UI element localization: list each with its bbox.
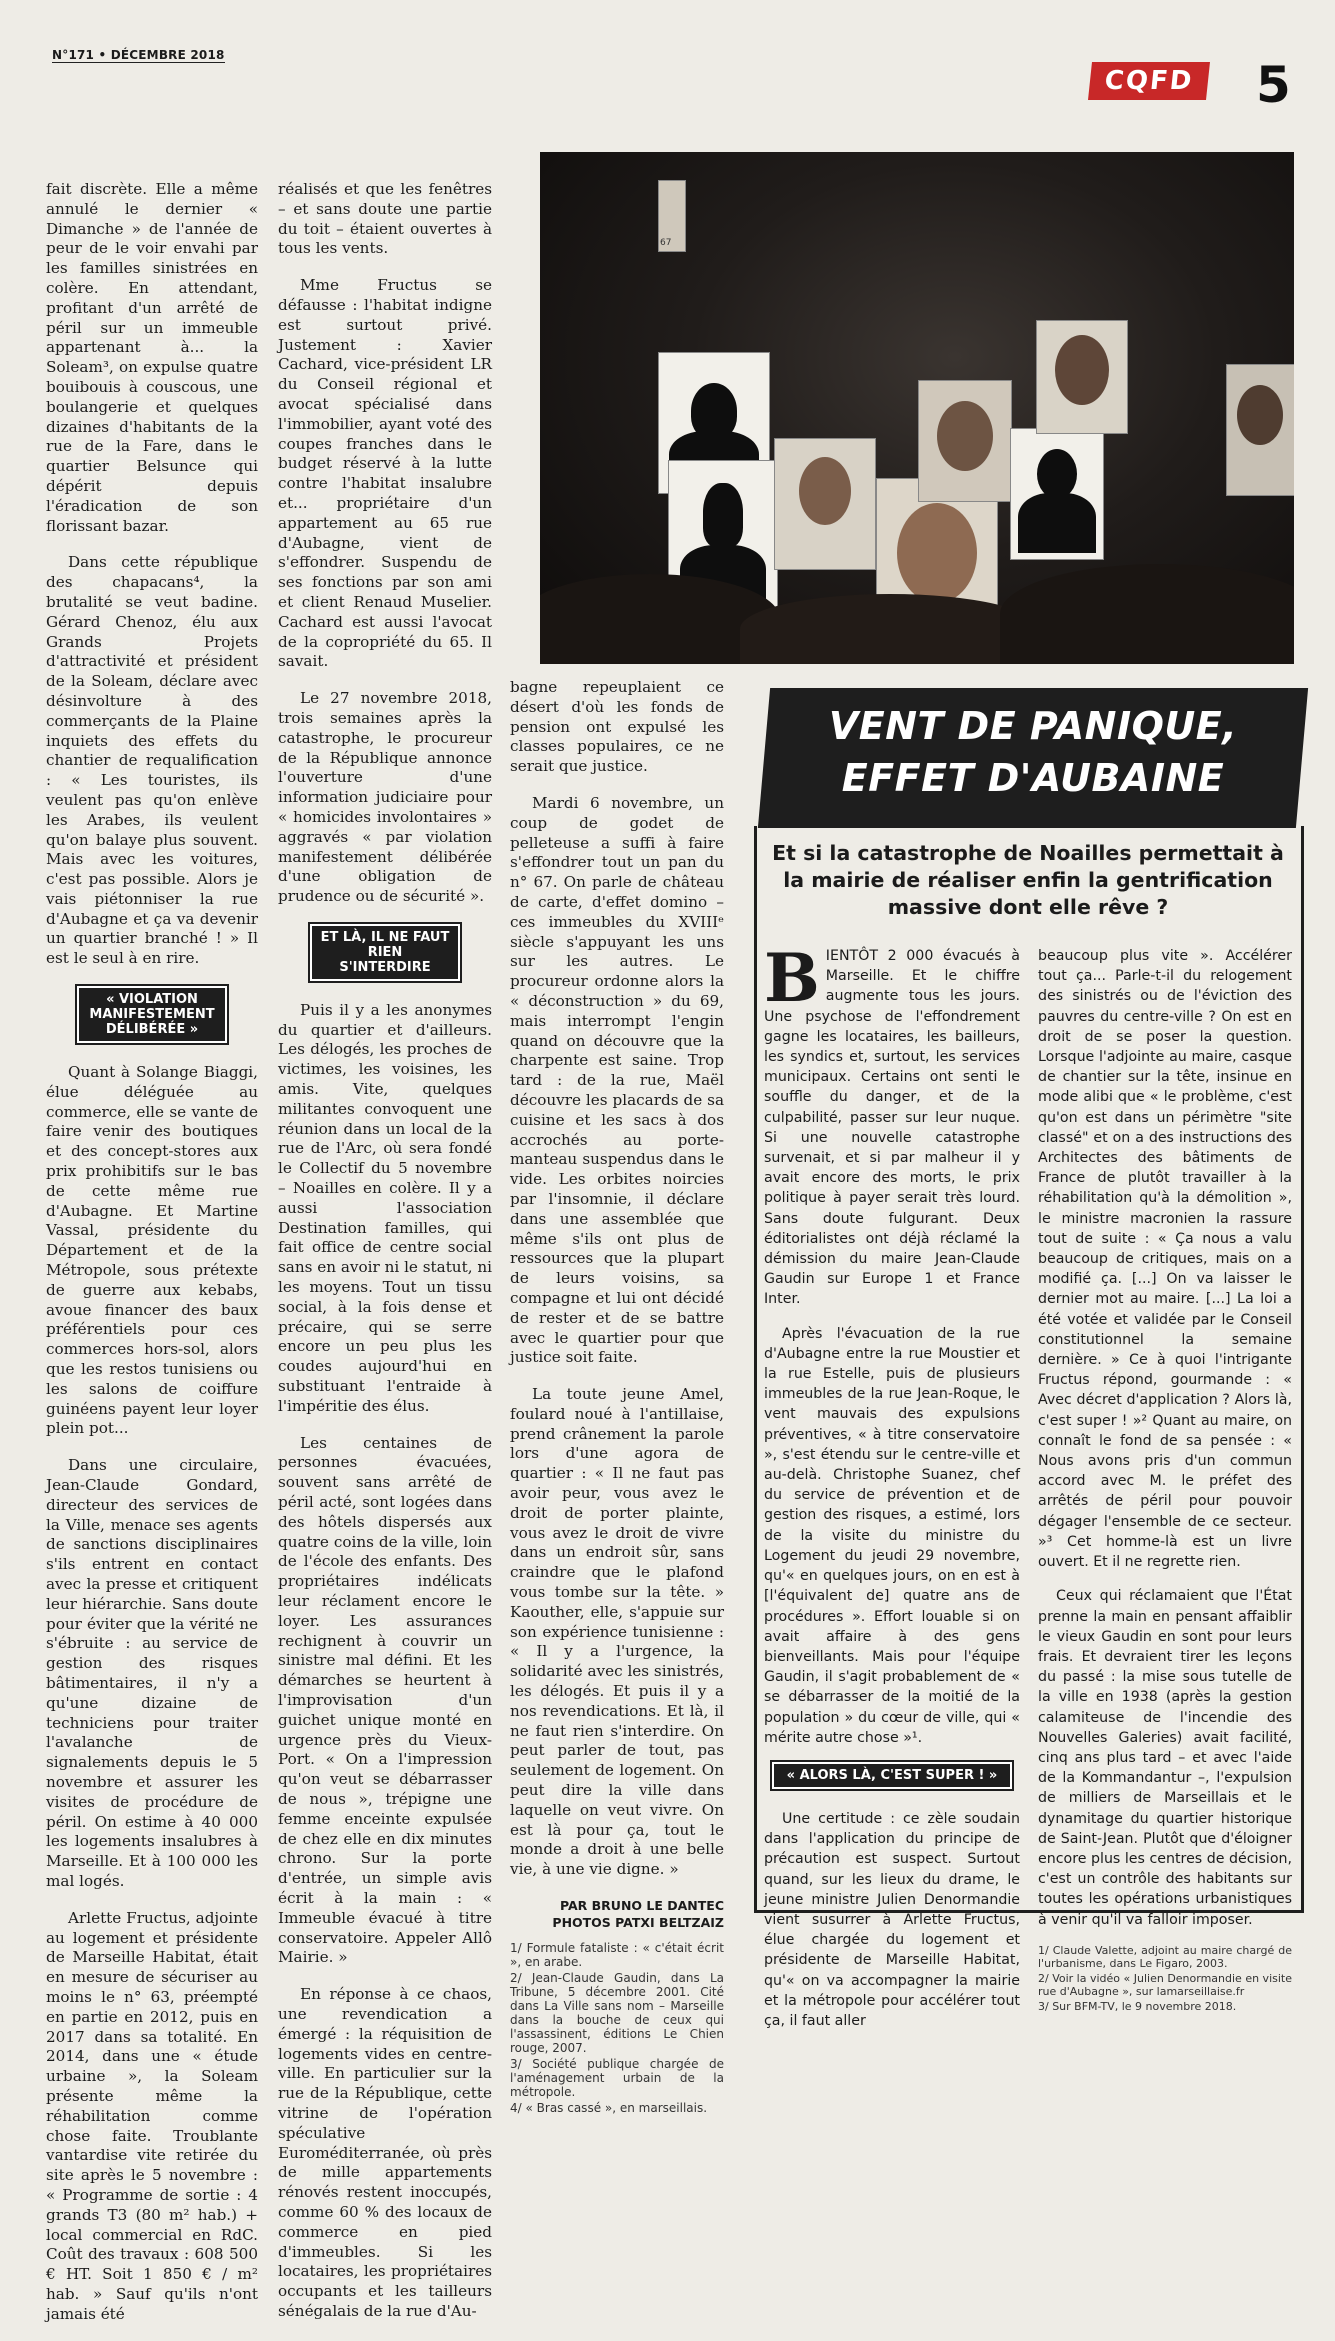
standfirst: Et si la catastrophe de Noailles permettait à la mairie de réaliser enfin la gentrification massive dont elle rêve ? <box>772 841 1284 919</box>
col1-paragraph: Dans cette république des chapacans⁴, la brutalité se veut badine. Gérard Chenoz, élu aux Grands Projets d'attractivité et président de la Soleam, déclare avec désinvolture à des commerçants de la Plaine inquiets des effets du chantier de requalification : « Les touristes, ils veulent pas qu'on enlève les Arabes, ils veulent qu'on balaye plus souvent. Mais avec les voitures, c'est pas possible. Alors je vais piétonniser la rue d'Aubagne et ça va devenir un quartier branché ! » Il est le seul à en rire. <box>46 553 258 968</box>
col1-paragraph: Arlette Fructus, adjointe au logement et présidente de Marseille Habitat, était en mesure de sécuriser au moins le n° 63, préempté en partie en 2012, puis en 2017 dans sa totalité. En 2014, dans une « étude urbaine », la Soleam présente même la réhabilitation comme chose faite. Troublante vantardise vite retirée du site après le 5 novembre : « Programme de sortie : 4 grands T3 (80 m² hab.) + local commercial en RdC. Coût des travaux : 608 500 € HT. Soit 1 850 € / m² hab. » Sauf qu'ils n'ont jamais été <box>46 1908 258 2323</box>
sidebar-column-left <box>764 939 1020 2045</box>
sidebar-paragraph: Après l'évacuation de la rue d'Aubagne entre la rue Moustier et la rue Estelle, puis de plusieurs immeubles de la rue Jean-Roque, le vent mauvais des expulsions préventives, « à titre conservatoire », s'est étendu sur le centre-ville et au-delà. Christophe Suanez, chef du service de prévention et de gestion des risques, a estimé, lors de la visite du ministre du Logement du jeudi 29 novembre, qu'« en quelques jours, on en est à [l'équivalent de] quatre ans de procédures ». Effort louable si on avait affaire à des gens bienveillants. Mais pour l'équipe Gaudin, il s'agit probablement de « se débarrasser de la moitié de la population » du cœur de ville, qui « mérite autre chose »¹. <box>764 1325 1020 1746</box>
sidebar-paragraph: Une certitude : ce zèle soudain dans l'application du principe de précaution est suspect. Surtout quand, sur les lieux du drame, le jeune ministre Julien Denormandie vient susurrer à Arlette Fructus, élue chargée du logement et présidente de Marseille Habitat, qu'« on va accompagner la mairie et la métropole pour accélérer tout ça, il faut aller <box>764 1810 1020 2029</box>
page-number: 5 <box>1256 56 1291 114</box>
sidebar-paragraph: beaucoup plus vite ». Accélérer tout ça... Parle-t-il du relogement des sinistrés ou de l'éviction des pauvres du centre-ville ? On est en droit de se poser la question. Lorsque l'adjointe au maire, casque de chantier sur la tête, insinue en mode alibi que « le problème, c'est qu'on est dans un périmètre "site classé" et on a des instructions des Architectes des bâtiments de France de plutôt travailler à la réhabilitation qu'à la démolition », le ministre macronien la rassure tout de suite : « Ça nous a valu beaucoup de critiques, mais on a modifié ça. [...] On va laisser le dernier mot au maire. [...] La loi a été votée et validée par le Conseil constitutionnel la semaine dernière. » Ce à quoi l'intrigante Fructus répond, gourmande : « Avec décret d'application ? Alors là, c'est super ! »² Quant au maire, on connaît le fond de sa pensée : « Nous avons pris d'un commun accord avec M. le préfet des arrêtés de péril pour pouvoir dégager l'ensemble de ce secteur. »³ Cet homme-là est un livre ouvert. Et il ne regrette rien. <box>1038 948 1292 1571</box>
cqfd-logo: CQFD <box>1088 62 1210 100</box>
subhead-box: « ALORS LÀ, C'EST SUPER ! » <box>772 1762 1012 1789</box>
headline-line-2: EFFET D'AUBAINE <box>841 756 1225 800</box>
portrait-sign <box>774 438 876 570</box>
drop-cap: B <box>764 939 820 1017</box>
sidebar-paragraph: Ceux qui réclamaient que l'État prenne la main en pensant affaiblir le vieux Gaudin en sont pour leurs frais. Et devraient tirer les leçons du passé : la mise sous tutelle de la ville en 1938 (après la gestion calamiteuse de l'incendie des Nouvelles Galeries) avait facilité, cinq ans plus tard – et avec l'aide de la Kommandantur –, l'expulsion de milliers de Marseillais et le dynamitage du quartier historique de Saint-Jean. Plutôt que d'éloigner encore plus les centres de décision, c'est un contrôle des habitants sur toutes les opérations urbanistiques à venir qu'il va falloir imposer. <box>1038 1588 1292 1928</box>
sidebar-column-right <box>1038 946 1292 2015</box>
portrait-sign <box>1010 428 1104 560</box>
col1-paragraph: Dans une circulaire, Jean-Claude Gondard, directeur des services de la Ville, menace ses agents de sanctions disciplinaires s'ils entrent en contact avec la presse et critiquent leur hiérarchie. Sans doute pour éviter que la vérité ne s'ébruite : au service de gestion des risques bâtimentaires, il n'y a qu'une dizaine de techniciens pour traiter l'avalanche de signalements depuis le 5 novembre et assurer les visites de procédure de péril. On estime à 40 000 les logements insalubres à Marseille. Et à 100 000 les mal logés. <box>46 1456 258 1890</box>
col1-paragraph: Quant à Solange Biaggi, élue déléguée au commerce, elle se vante de faire venir des boutiques et des concept-stores aux prix prohibitifs sur le bas de cette même rue d'Aubagne. Et Martine Vassal, présidente du Département et de la Métropole, sous prétexte de guerre aux kebabs, avoue financer des baux préférentiels pour ces commerces hors-sol, alors que les restos tunisiens ou les salons de coiffure guinéens payent leur loyer plein pot... <box>46 1063 258 1438</box>
headline-line-1: VENT DE PANIQUE, <box>828 704 1238 748</box>
col3-paragraph: bagne repeuplaient ce désert d'où les fonds de pension ont expulsé les classes populaires, ce ne serait que justice. <box>510 678 724 776</box>
col3-paragraph: Mardi 6 novembre, un coup de godet de pelleteuse a suffi à faire s'effondrer tout un pan du n° 67. On parle de château de carte, d'effet domino – ces immeubles du XVIIIᵉ siècle s'appuyant les uns sur les autres. Le procureur ordonne alors la « déconstruction » du 69, mais interrompt l'engin quand on découvre que la charpente est saine. Trop tard : de la rue, Maël découvre les placards de sa cuisine et les sacs à dos accrochés au porte-manteau suspendus dans le vide. Les orbites noircies par l'insomnie, il déclare dans une assemblée que même s'ils ont plus de ressources que la plupart de leurs voisins, sa compagne et lui ont décidé de rester et de se battre avec le quartier pour que justice soit faite. <box>510 793 724 1367</box>
byline <box>510 1897 724 1931</box>
col2-paragraph: Mme Fructus se défausse : l'habitat indigne est surtout privé. Justement : Xavier Cachard, vice-président LR du Conseil régional et avocat spécialisé dans l'immobilier, ayant voté des coupes franches dans le budget réservé à la lutte contre l'habitat insalubre et... propriétaire d'un appartement au 65 rue d'Aubagne, vient de s'effondrer. Suspendu de ses fonctions par son ami et client Renaud Muselier. Cachard est aussi l'avocat de la copropriété du 65. Il savait. <box>278 276 492 671</box>
sidebar-paragraph: BIENTÔT 2 000 évacués à Marseille. Et le chiffre augmente tous les jours. Une psychose de l'effondrement gagne les locataires, les bailleurs, les syndics et, surtout, les services municipaux. Certains ont senti le souffle du danger, et de la culpabilité, passer sur leur nuque. Si une nouvelle catastrophe survenait, et si par malheur il y avait encore des morts, le prix politique à payer serait très lourd. Sans doute fulgurant. Deux éditorialistes ont déjà réclamé la démission du maire Jean-Claude Gaudin sur Europe 1 et France Inter. <box>764 939 1020 1308</box>
street-number: 67 <box>660 238 672 248</box>
col2-paragraph: En réponse à ce chaos, une revendication a émergé : la réquisition de logements vides en centre-ville. En particulier sur la rue de la République, cette vitrine de l'opération spéculative Euroméditerranée, où près de mille appartements rénovés restent inoccupés, comme 60 % des locaux de commerce en pied d'immeubles. Si les locataires, les propriétaires occupants et les tailleurs sénégalais de la rue d'Au- <box>278 1985 492 2320</box>
footnote: 3/ Sur BFM-TV, le 9 novembre 2018. <box>1038 1999 1237 2013</box>
byline-author: PAR BRUNO LE DANTEC <box>559 1898 724 1914</box>
col2-paragraph: réalisés et que les fenêtres – et sans doute une partie du toit – étaient ouvertes à tous les vents. <box>278 180 492 258</box>
portrait-sign <box>1036 320 1128 434</box>
footnote: 2/ Voir la vidéo « Julien Denormandie en visite rue d'Aubagne », sur lamarseillaise.fr <box>1038 1971 1292 1998</box>
footnote: 1/ Formule fataliste : « c'était écrit », en arabe. <box>510 1941 724 1970</box>
byline-photos: PHOTOS PATXI BELTZAIZ <box>552 1915 724 1931</box>
footnote: 1/ Claude Valette, adjoint au maire chargé de l'urbanisme, dans Le Figaro, 2003. <box>1038 1943 1292 1970</box>
protest-photo <box>540 152 1294 664</box>
portrait-sign <box>918 380 1012 502</box>
issue-label: N°171 • DÉCEMBRE 2018 <box>52 48 225 62</box>
col3-paragraph: La toute jeune Amel, foulard noué à l'antillaise, prend crânement la parole lors d'une agora de quartier : « Il ne faut pas avoir peur, vous avez le droit de porter plainte, vous avez le droit de vivre dans un endroit sûr, sans craindre que le plafond vous tombe sur la tête. » Kaouther, elle, s'appuie sur son expérience tunisienne : « Il y a l'urgence, la solidarité avec les sinistrés, les délogés. Et puis il y a nos revendications. Et là, il ne faut rien s'interdire. On peut parler de tout, pas seulement de logement. On peut dire la ville dans laquelle on veut vivre. On est là pour ça, tout le monde a droit à une belle vie, à une vie digne. » <box>510 1385 724 1879</box>
footnote: 2/ Jean-Claude Gaudin, dans La Tribune, 5 décembre 2001. Cité dans La Ville sans nom – Marseille dans la bouche de ceux qui l'assassinent, éditions Le Chien rouge, 2007. <box>510 1971 724 2056</box>
col2-paragraph: Les centaines de personnes évacuées, souvent sans arrêté de péril acté, sont logées dans des hôtels dispersés aux quatre coins de la ville, loin de l'école des enfants. Des propriétaires indélicats leur réclament encore le loyer. Les assurances rechignent à couvrir un sinistre mal défini. Et les démarches se heurtent à l'improvisation d'un guichet unique monté en urgence près du Vieux-Port. « On a l'impression qu'on veut se débarrasser de nous », trépigne une femme enceinte expulsée de chez elle en dix minutes chrono. Sur la porte d'entrée, un simple avis écrit à la main : « Immeuble évacué à titre conservatoire. Appeler Allô Mairie. » <box>278 1433 492 1967</box>
col2-paragraph: Le 27 novembre 2018, trois semaines après la catastrophe, le procureur de la République annonce l'ouverture d'une information judiciaire pour « homicides involontaires » aggravés « par violation manifestement délibérée d'une obligation de prudence ou de sécurité ». <box>278 689 492 906</box>
footnote: 4/ « Bras cassé », en marseillais. <box>510 2101 708 2116</box>
headline <box>764 700 1302 804</box>
portrait-sign <box>1226 364 1294 496</box>
column-3 <box>510 678 724 2117</box>
subhead-box: « VIOLATION MANIFESTEMENT DÉLIBÉRÉE » <box>77 986 227 1043</box>
footnotes <box>510 1941 724 2115</box>
subhead-box: ET LÀ, IL NE FAUT RIEN S'INTERDIRE <box>310 924 460 981</box>
col2-paragraph: Puis il y a les anonymes du quartier et d'ailleurs. Les délogés, les proches de victimes, les voisines, les amis. Vite, quelques militantes convoquent une réunion dans un local de la rue de l'Arc, où sera fondé le Collectif du 5 novembre – Noailles en colère. Il y a aussi l'association Destination familles, qui fait office de centre social sans en avoir ni le statut, ni les moyens. Tout un tissu social, à la fois dense et précaire, qui se serre encore un peu plus les coudes aujourd'hui en substituant l'entraide à l'impéritie des élus. <box>278 1000 492 1415</box>
sidebar-footnotes <box>1038 1944 1292 2013</box>
column-1 <box>46 180 258 2341</box>
col1-paragraph: fait discrète. Elle a même annulé le dernier « Dimanche » de l'année de peur de le voir envahi par les familles sinistrées en colère. En attendant, profitant d'un arrêté de péril sur un immeuble appartenant à... la Soleam³, on expulse quatre bouibouis à couscous, une boulangerie et quelques dizaines d'habitants de la rue de la Fare, dans le quartier Belsunce qui dépérit depuis l'éradication de son florissant bazar. <box>46 180 258 535</box>
footnote: 3/ Société publique chargée de l'aménagement urbain de la métropole. <box>510 2057 724 2100</box>
column-2 <box>278 180 492 2339</box>
